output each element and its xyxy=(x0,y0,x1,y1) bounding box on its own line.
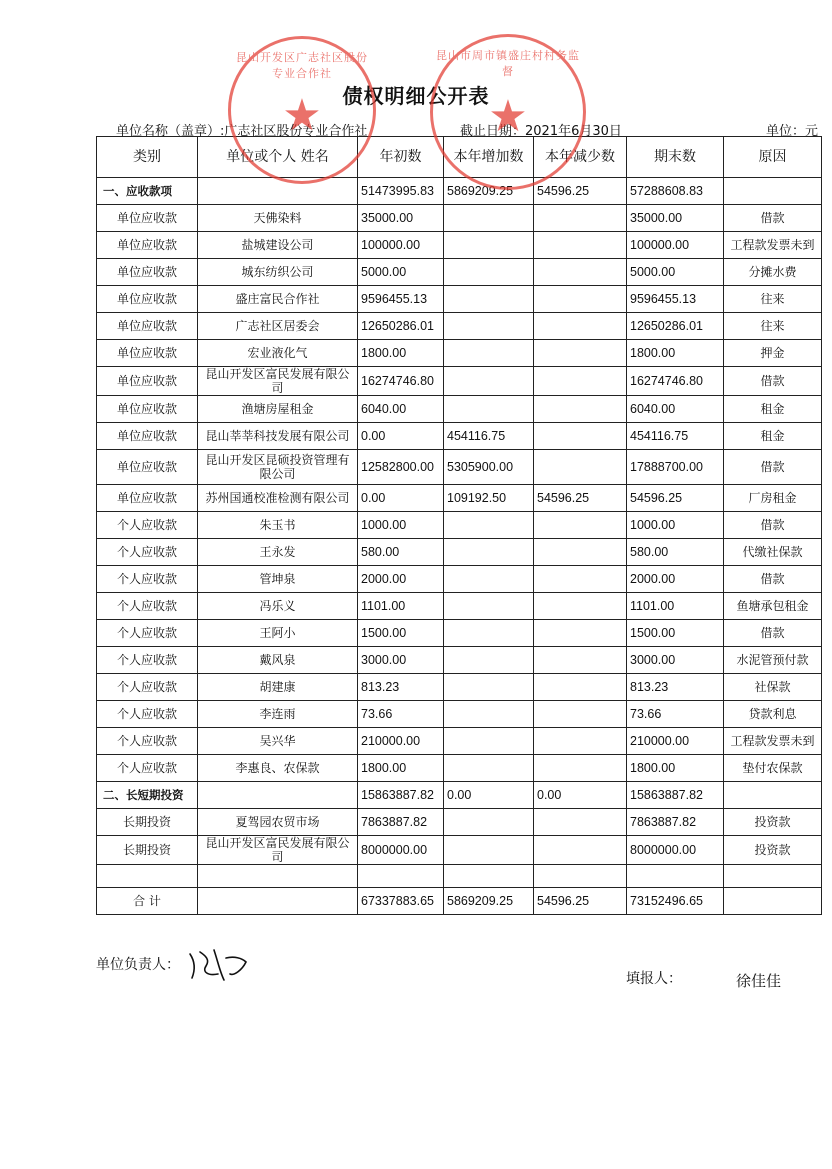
cell-reason xyxy=(724,178,822,205)
table-row xyxy=(97,728,822,755)
cell-decrease xyxy=(534,674,627,701)
table-row xyxy=(97,340,822,367)
cell-category: 单位应收款 xyxy=(97,396,198,423)
cell-increase: 5869209.25 xyxy=(444,178,534,205)
cell-reason: 垫付农保款 xyxy=(724,755,822,782)
cell-decrease xyxy=(534,205,627,232)
cell-category: 个人应收款 xyxy=(97,593,198,620)
cell-increase xyxy=(444,539,534,566)
cell-decrease: 0.00 xyxy=(534,782,627,809)
header-category: 类别 xyxy=(97,137,198,178)
cell-closing: 580.00 xyxy=(627,539,724,566)
cell-increase xyxy=(444,809,534,836)
cell-party: 昆山莘莘科技发展有限公司 xyxy=(198,423,358,450)
cell-party: 李惠良、农保款 xyxy=(198,755,358,782)
cell-decrease xyxy=(534,620,627,647)
cell-category: 单位应收款 xyxy=(97,367,198,396)
cell-decrease xyxy=(534,232,627,259)
handwritten-signature xyxy=(184,944,254,984)
cell-party: 冯乐义 xyxy=(198,593,358,620)
star-icon: ★ xyxy=(282,90,322,142)
cell-category: 个人应收款 xyxy=(97,728,198,755)
cell-increase xyxy=(444,367,534,396)
cell-category: 个人应收款 xyxy=(97,620,198,647)
cell-opening: 5000.00 xyxy=(358,259,444,286)
cell-closing: 6040.00 xyxy=(627,396,724,423)
table-row xyxy=(97,232,822,259)
table-row xyxy=(97,367,822,396)
cell-reason: 租金 xyxy=(724,396,822,423)
cell-party: 胡建康 xyxy=(198,674,358,701)
cell-closing: 15863887.82 xyxy=(627,782,724,809)
cell-reason: 借款 xyxy=(724,205,822,232)
cell-opening: 0.00 xyxy=(358,423,444,450)
cell-party: 城东纺织公司 xyxy=(198,259,358,286)
cell-reason: 往来 xyxy=(724,313,822,340)
cell-opening: 2000.00 xyxy=(358,566,444,593)
cell-decrease xyxy=(534,755,627,782)
table-row xyxy=(97,286,822,313)
table-row xyxy=(97,888,822,915)
cell-reason xyxy=(724,782,822,809)
cell-increase xyxy=(444,755,534,782)
debt-detail-table xyxy=(96,136,822,915)
cell-party xyxy=(198,178,358,205)
cell-increase xyxy=(444,865,534,888)
cell-party: 苏州国通校准检测有限公司 xyxy=(198,485,358,512)
cell-closing: 5000.00 xyxy=(627,259,724,286)
cell-reason: 往来 xyxy=(724,286,822,313)
cell-closing: 9596455.13 xyxy=(627,286,724,313)
cell-category: 单位应收款 xyxy=(97,485,198,512)
cell-closing: 35000.00 xyxy=(627,205,724,232)
cell-closing xyxy=(627,865,724,888)
cell-closing: 17888700.00 xyxy=(627,450,724,485)
header-party: 单位或个人 姓名 xyxy=(198,137,358,178)
cell-opening: 51473995.83 xyxy=(358,178,444,205)
cell-opening: 100000.00 xyxy=(358,232,444,259)
deadline-label: 截止日期：2021年6月30日 xyxy=(460,124,622,139)
cell-category: 个人应收款 xyxy=(97,539,198,566)
cell-closing: 16274746.80 xyxy=(627,367,724,396)
cell-party: 广志社区居委会 xyxy=(198,313,358,340)
cell-decrease: 54596.25 xyxy=(534,178,627,205)
cell-party: 管坤泉 xyxy=(198,566,358,593)
cell-opening: 7863887.82 xyxy=(358,809,444,836)
cell-party: 天佛染料 xyxy=(198,205,358,232)
table-row xyxy=(97,450,822,485)
cell-opening: 1500.00 xyxy=(358,620,444,647)
table-row xyxy=(97,423,822,450)
cell-opening: 210000.00 xyxy=(358,728,444,755)
cell-party xyxy=(198,888,358,915)
cell-decrease xyxy=(534,539,627,566)
cell-decrease xyxy=(534,809,627,836)
cell-opening xyxy=(358,865,444,888)
cell-increase xyxy=(444,259,534,286)
cell-category: 单位应收款 xyxy=(97,205,198,232)
cell-increase xyxy=(444,620,534,647)
table-row xyxy=(97,620,822,647)
cell-decrease: 54596.25 xyxy=(534,888,627,915)
cell-decrease xyxy=(534,701,627,728)
cell-closing: 57288608.83 xyxy=(627,178,724,205)
cell-opening: 1101.00 xyxy=(358,593,444,620)
cell-increase xyxy=(444,566,534,593)
cell-reason: 鱼塘承包租金 xyxy=(724,593,822,620)
cell-closing: 2000.00 xyxy=(627,566,724,593)
cell-reason: 贷款利息 xyxy=(724,701,822,728)
cell-decrease xyxy=(534,340,627,367)
cell-reason xyxy=(724,865,822,888)
cell-party: 戴风泉 xyxy=(198,647,358,674)
cell-closing: 454116.75 xyxy=(627,423,724,450)
cell-party: 盛庄富民合作社 xyxy=(198,286,358,313)
cell-category: 长期投资 xyxy=(97,836,198,865)
filler-name: 徐佳佳 xyxy=(736,972,782,990)
cell-increase xyxy=(444,836,534,865)
cell-closing: 73.66 xyxy=(627,701,724,728)
cell-category: 个人应收款 xyxy=(97,674,198,701)
cell-increase xyxy=(444,340,534,367)
table-row xyxy=(97,593,822,620)
cell-party: 吴兴华 xyxy=(198,728,358,755)
cell-decrease xyxy=(534,367,627,396)
cell-opening: 12650286.01 xyxy=(358,313,444,340)
cell-opening: 813.23 xyxy=(358,674,444,701)
cell-decrease: 54596.25 xyxy=(534,485,627,512)
seal-text: 昆山市周市镇盛庄村村务监督 xyxy=(436,49,580,78)
cell-reason: 投资款 xyxy=(724,836,822,865)
cell-category: 长期投资 xyxy=(97,809,198,836)
cell-increase: 5305900.00 xyxy=(444,450,534,485)
cell-closing: 100000.00 xyxy=(627,232,724,259)
cell-category: 单位应收款 xyxy=(97,340,198,367)
table-row xyxy=(97,485,822,512)
cell-category: 单位应收款 xyxy=(97,423,198,450)
cell-opening: 8000000.00 xyxy=(358,836,444,865)
cell-increase xyxy=(444,286,534,313)
cell-increase: 109192.50 xyxy=(444,485,534,512)
cell-reason: 借款 xyxy=(724,367,822,396)
cell-closing: 12650286.01 xyxy=(627,313,724,340)
cell-category: 单位应收款 xyxy=(97,450,198,485)
table-row xyxy=(97,865,822,888)
table-row xyxy=(97,755,822,782)
cell-party: 昆山开发区富民发展有限公司 xyxy=(198,836,358,865)
cell-opening: 0.00 xyxy=(358,485,444,512)
header-reason: 原因 xyxy=(724,137,822,178)
cell-reason: 投资款 xyxy=(724,809,822,836)
cell-reason xyxy=(724,888,822,915)
cell-category: 二、长短期投资 xyxy=(97,782,198,809)
cell-closing: 1000.00 xyxy=(627,512,724,539)
cell-category: 一、应收款项 xyxy=(97,178,198,205)
table-row xyxy=(97,782,822,809)
cell-reason: 借款 xyxy=(724,450,822,485)
cell-party: 王阿小 xyxy=(198,620,358,647)
cell-reason: 厂房租金 xyxy=(724,485,822,512)
cell-reason: 工程款发票未到 xyxy=(724,728,822,755)
cell-category: 个人应收款 xyxy=(97,701,198,728)
cell-closing: 7863887.82 xyxy=(627,809,724,836)
table-row xyxy=(97,836,822,865)
cell-reason: 社保款 xyxy=(724,674,822,701)
cell-increase xyxy=(444,205,534,232)
table-row xyxy=(97,259,822,286)
table-row xyxy=(97,809,822,836)
cell-increase: 5869209.25 xyxy=(444,888,534,915)
cell-increase xyxy=(444,728,534,755)
cell-closing: 8000000.00 xyxy=(627,836,724,865)
cell-party: 盐城建设公司 xyxy=(198,232,358,259)
cell-reason: 借款 xyxy=(724,566,822,593)
cell-reason: 代缴社保款 xyxy=(724,539,822,566)
cell-reason: 押金 xyxy=(724,340,822,367)
cell-closing: 210000.00 xyxy=(627,728,724,755)
cell-decrease xyxy=(534,865,627,888)
table-row xyxy=(97,205,822,232)
header-decrease: 本年减少数 xyxy=(534,137,627,178)
cell-party xyxy=(198,782,358,809)
cell-category: 单位应收款 xyxy=(97,286,198,313)
cell-opening: 1800.00 xyxy=(358,755,444,782)
cell-opening: 9596455.13 xyxy=(358,286,444,313)
cell-closing: 1101.00 xyxy=(627,593,724,620)
cell-increase xyxy=(444,512,534,539)
cell-decrease xyxy=(534,566,627,593)
cell-party xyxy=(198,865,358,888)
page-title: 债权明细公开表 xyxy=(342,84,490,108)
cell-category: 个人应收款 xyxy=(97,755,198,782)
cell-party: 昆山开发区昆硕投资管理有限公司 xyxy=(198,450,358,485)
cell-opening: 3000.00 xyxy=(358,647,444,674)
cell-party: 宏业液化气 xyxy=(198,340,358,367)
unit-name-label: 单位名称（盖章）:广志社区股份专业合作社 xyxy=(116,124,368,139)
cell-opening: 12582800.00 xyxy=(358,450,444,485)
table-row xyxy=(97,566,822,593)
cell-closing: 1500.00 xyxy=(627,620,724,647)
cell-decrease xyxy=(534,286,627,313)
cell-opening: 16274746.80 xyxy=(358,367,444,396)
cell-increase: 0.00 xyxy=(444,782,534,809)
cell-increase xyxy=(444,396,534,423)
cell-reason: 租金 xyxy=(724,423,822,450)
cell-closing: 3000.00 xyxy=(627,647,724,674)
table-row xyxy=(97,647,822,674)
cell-increase xyxy=(444,593,534,620)
cell-decrease xyxy=(534,423,627,450)
seal-text: 昆山开发区广志社区股份专业合作社 xyxy=(236,51,368,80)
cell-opening: 1000.00 xyxy=(358,512,444,539)
cell-category: 个人应收款 xyxy=(97,512,198,539)
cell-reason: 水泥管预付款 xyxy=(724,647,822,674)
cell-party: 渔塘房屋租金 xyxy=(198,396,358,423)
cell-party: 王永发 xyxy=(198,539,358,566)
cell-increase xyxy=(444,313,534,340)
table-row xyxy=(97,539,822,566)
cell-category xyxy=(97,865,198,888)
cell-opening: 15863887.82 xyxy=(358,782,444,809)
cell-decrease xyxy=(534,593,627,620)
cell-opening: 6040.00 xyxy=(358,396,444,423)
cell-category: 个人应收款 xyxy=(97,566,198,593)
currency-label: 单位：元 xyxy=(766,124,819,139)
cell-reason: 工程款发票未到 xyxy=(724,232,822,259)
cell-category: 合 计 xyxy=(97,888,198,915)
header-closing: 期末数 xyxy=(627,137,724,178)
cell-closing: 813.23 xyxy=(627,674,724,701)
cell-category: 单位应收款 xyxy=(97,232,198,259)
cell-opening: 67337883.65 xyxy=(358,888,444,915)
cell-increase: 454116.75 xyxy=(444,423,534,450)
cell-decrease xyxy=(534,647,627,674)
cell-reason: 分摊水费 xyxy=(724,259,822,286)
cell-party: 朱玉书 xyxy=(198,512,358,539)
cell-opening: 1800.00 xyxy=(358,340,444,367)
cell-decrease xyxy=(534,728,627,755)
cell-reason: 借款 xyxy=(724,620,822,647)
table-row xyxy=(97,701,822,728)
table-row xyxy=(97,313,822,340)
cell-closing: 54596.25 xyxy=(627,485,724,512)
star-icon: ★ xyxy=(488,91,528,142)
cell-increase xyxy=(444,701,534,728)
cell-party: 昆山开发区富民发展有限公司 xyxy=(198,367,358,396)
leader-label: 单位负责人： xyxy=(96,957,180,973)
filler-label: 填报人： xyxy=(626,971,682,987)
cell-opening: 73.66 xyxy=(358,701,444,728)
table-row xyxy=(97,512,822,539)
cell-decrease xyxy=(534,396,627,423)
cell-closing: 1800.00 xyxy=(627,340,724,367)
header-opening: 年初数 xyxy=(358,137,444,178)
cell-category: 单位应收款 xyxy=(97,313,198,340)
cell-increase xyxy=(444,674,534,701)
cell-decrease xyxy=(534,512,627,539)
cell-decrease xyxy=(534,313,627,340)
cell-decrease xyxy=(534,450,627,485)
table-header-row xyxy=(97,137,822,178)
cell-reason: 借款 xyxy=(724,512,822,539)
cell-increase xyxy=(444,647,534,674)
cell-category: 单位应收款 xyxy=(97,259,198,286)
cell-closing: 73152496.65 xyxy=(627,888,724,915)
table-row xyxy=(97,396,822,423)
cell-increase xyxy=(444,232,534,259)
header-increase: 本年增加数 xyxy=(444,137,534,178)
cell-closing: 1800.00 xyxy=(627,755,724,782)
cell-opening: 35000.00 xyxy=(358,205,444,232)
cell-category: 个人应收款 xyxy=(97,647,198,674)
cell-party: 李连雨 xyxy=(198,701,358,728)
table-row xyxy=(97,178,822,205)
cell-opening: 580.00 xyxy=(358,539,444,566)
cell-decrease xyxy=(534,836,627,865)
cell-decrease xyxy=(534,259,627,286)
table-row xyxy=(97,674,822,701)
cell-party: 夏驾园农贸市场 xyxy=(198,809,358,836)
